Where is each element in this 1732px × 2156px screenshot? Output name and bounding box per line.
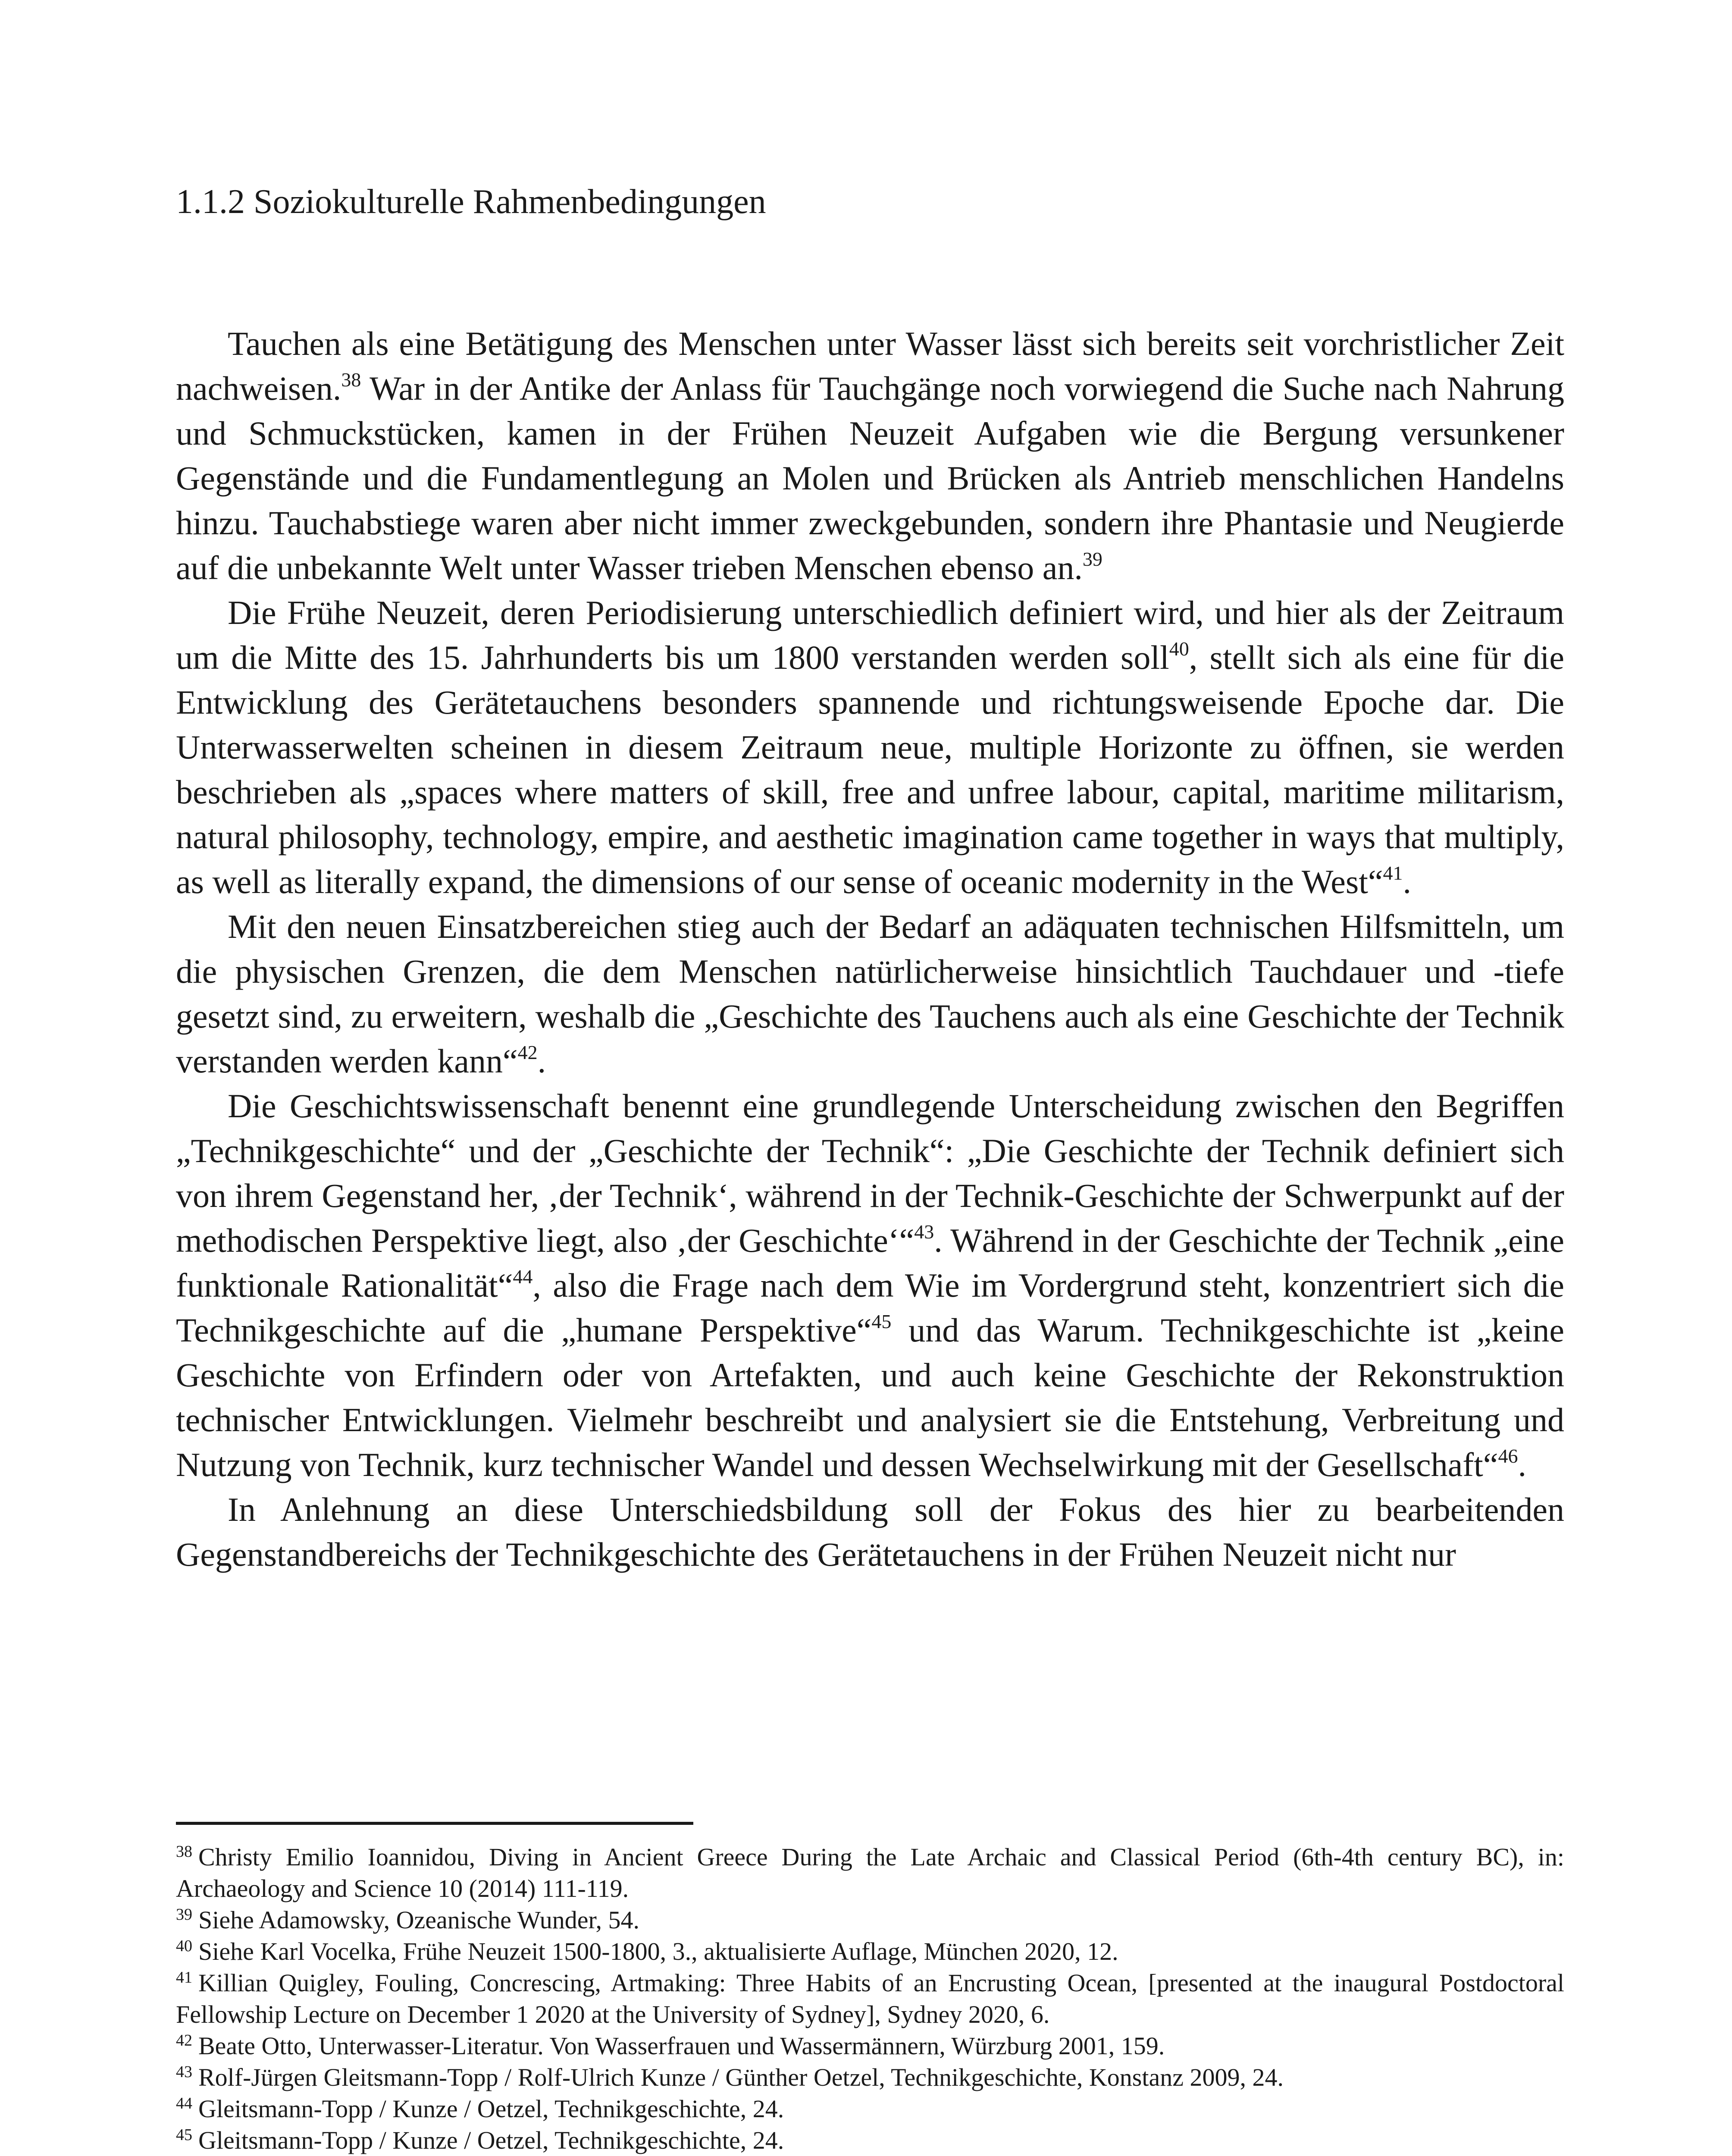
footnote-number: 43: [176, 2062, 192, 2081]
paragraph-text: , also die Frage nach dem Wie im Vordergrund steht, konzentriert sich die Technikgeschichte auf die „humane Perspektive“: [176, 1266, 1564, 1349]
footnote-item: [176, 1967, 1564, 2030]
paragraph-text: Mit den neuen Einsatzbereichen stieg auch der Bedarf an adäquaten technischen Hilfsmitteln, um die physischen Grenzen, die dem Menschen natürlicherweise hinsichtlich Tauchdauer und -tiefe gesetzt sind, zu erweitern, weshalb die „Geschichte des Tauchens auch als eine Geschichte der Technik verstanden werden kann“: [176, 908, 1564, 1080]
footnote-reference[interactable]: 45: [871, 1310, 892, 1332]
footnote-item: [176, 2062, 1564, 2093]
footnote-number: 39: [176, 1905, 192, 1924]
footnotes: [176, 1841, 1564, 2156]
paragraph-text: .: [1518, 1446, 1526, 1483]
footnote-item: [176, 2030, 1564, 2062]
footnote-reference[interactable]: 39: [1082, 548, 1102, 570]
footnote-text: Gleitsmann-Topp / Kunze / Oetzel, Technikgeschichte, 24.: [198, 2095, 784, 2123]
footnote-reference[interactable]: 46: [1498, 1445, 1518, 1467]
footnote-item: [176, 2093, 1564, 2125]
body-paragraph: [176, 904, 1564, 1084]
paragraph-text: Die Frühe Neuzeit, deren Periodisierung unterschiedlich definiert wird, und hier als der Zeitraum um die Mitte des 15. Jahrhunderts bis um 1800 verstanden werden soll: [176, 594, 1564, 676]
footnote-reference[interactable]: 40: [1169, 638, 1189, 660]
paragraph-text: . Während in der Geschichte der Technik „eine funktionale Rationalität“: [176, 1222, 1564, 1304]
footnote-text: Gleitsmann-Topp / Kunze / Oetzel, Technikgeschichte, 24.: [198, 2126, 784, 2154]
paragraph-text: und das Warum. Technikgeschichte ist „keine Geschichte von Erfindern oder von Artefakten, und auch keine Geschichte der Rekonstruktion technischer Entwicklungen. Vielmehr beschreibt und analysiert sie die Entstehung, Verbreitung und Nutzung von Technik, kurz technischer Wandel und dessen Wechselwirkung mit der Gesellschaft“: [176, 1311, 1564, 1483]
footnote-reference[interactable]: 43: [914, 1221, 934, 1243]
footnote-number: 45: [176, 2125, 192, 2144]
paragraph-text: War in der Antike der Anlass für Tauchgänge noch vorwiegend die Suche nach Nahrung und Schmuckstücken, kamen in der Frühen Neuzeit Aufgaben wie die Bergung versunkener Gegenstände und die Fundamentlegung an Molen und Brücken als Antrieb menschlichen Handelns hinzu. Tauchabstiege waren aber nicht immer zweckgebunden, sondern ihre Phantasie und Neugierde auf die unbekannte Welt unter Wasser trieben Menschen ebenso an.: [176, 370, 1564, 586]
paragraph-text: In Anlehnung an diese Unterschiedsbildung soll der Fokus des hier zu bearbeitenden Gegenstandbereichs der Technikgeschichte des Gerätetauchens in der Frühen Neuzeit nicht nur: [176, 1491, 1564, 1573]
section-heading: 1.1.2 Soziokulturelle Rahmenbedingungen: [176, 183, 766, 221]
footnote-text: Beate Otto, Unterwasser-Literatur. Von Wasserfrauen und Wassermännern, Würzburg 2001, 159.: [198, 2032, 1165, 2060]
paragraph-text: .: [537, 1042, 546, 1080]
footnote-text: Siehe Adamowsky, Ozeanische Wunder, 54.: [198, 1906, 639, 1934]
footnote-item: [176, 1904, 1564, 1936]
footnote-number: 38: [176, 1842, 192, 1861]
paragraph-text: Die Geschichtswissenschaft benennt eine grundlegende Unterscheidung zwischen den Begriffen „Technikgeschichte“ und der „Geschichte der Technik“: „Die Geschichte der Technik definiert sich von ihrem Gegenstand her, ‚der Technik‘, während in der Technik-Geschichte der Schwerpunkt auf der methodischen Perspektive liegt, also ‚der Geschichte‘“: [176, 1087, 1564, 1259]
footnote-number: 42: [176, 2031, 192, 2049]
footnote-text: Killian Quigley, Fouling, Concrescing, Artmaking: Three Habits of an Encrusting Ocean, [presented at the inaugural Postdoctoral Fellowship Lecture on December 1 2020 at the University of Sydney], Sydney 2020, 6.: [176, 1969, 1564, 2028]
footnote-number: 40: [176, 1937, 192, 1955]
footnote-number: 44: [176, 2094, 192, 2112]
footnote-reference[interactable]: 41: [1383, 862, 1403, 884]
footnote-reference[interactable]: 44: [513, 1266, 533, 1288]
body-paragraph: [176, 590, 1564, 904]
footnote-item: [176, 2125, 1564, 2156]
footnote-number: 41: [176, 1968, 192, 1987]
footnote-reference[interactable]: 42: [517, 1041, 538, 1063]
footnote-item: [176, 1841, 1564, 1904]
footnote-reference[interactable]: 38: [341, 369, 361, 391]
footnote-text: Christy Emilio Ioannidou, Diving in Ancient Greece During the Late Archaic and Classical Period (6th-4th century BC), in: Archaeology and Science 10 (2014) 111-119.: [176, 1843, 1564, 1902]
footnote-separator: [176, 1822, 693, 1825]
footnote-text: Siehe Karl Vocelka, Frühe Neuzeit 1500-1800, 3., aktualisierte Auflage, München 2020, 12.: [198, 1937, 1118, 1965]
body-text: [176, 321, 1564, 1577]
footnote-item: [176, 1936, 1564, 1967]
paragraph-text: .: [1403, 863, 1412, 900]
body-paragraph: [176, 1084, 1564, 1487]
paragraph-text: Tauchen als eine Betätigung des Menschen unter Wasser lässt sich bereits seit vorchristlicher Zeit nachweisen.: [176, 325, 1564, 407]
paragraph-text: , stellt sich als eine für die Entwicklung des Gerätetauchens besonders spannende und richtungsweisende Epoche dar. Die Unterwasserwelten scheinen in diesem Zeitraum neue, multiple Horizonte zu öffnen, sie werden beschrieben als „spaces where matters of skill, free and unfree labour, capital, maritime militarism, natural philosophy, technology, empire, and aesthetic imagination came together in ways that multiply, as well as literally expand, the dimensions of our sense of oceanic modernity in the West“: [176, 639, 1564, 900]
body-paragraph: [176, 321, 1564, 590]
footnote-text: Rolf-Jürgen Gleitsmann-Topp / Rolf-Ulrich Kunze / Günther Oetzel, Technikgeschichte, Konstanz 2009, 24.: [198, 2063, 1284, 2091]
body-paragraph: [176, 1487, 1564, 1577]
